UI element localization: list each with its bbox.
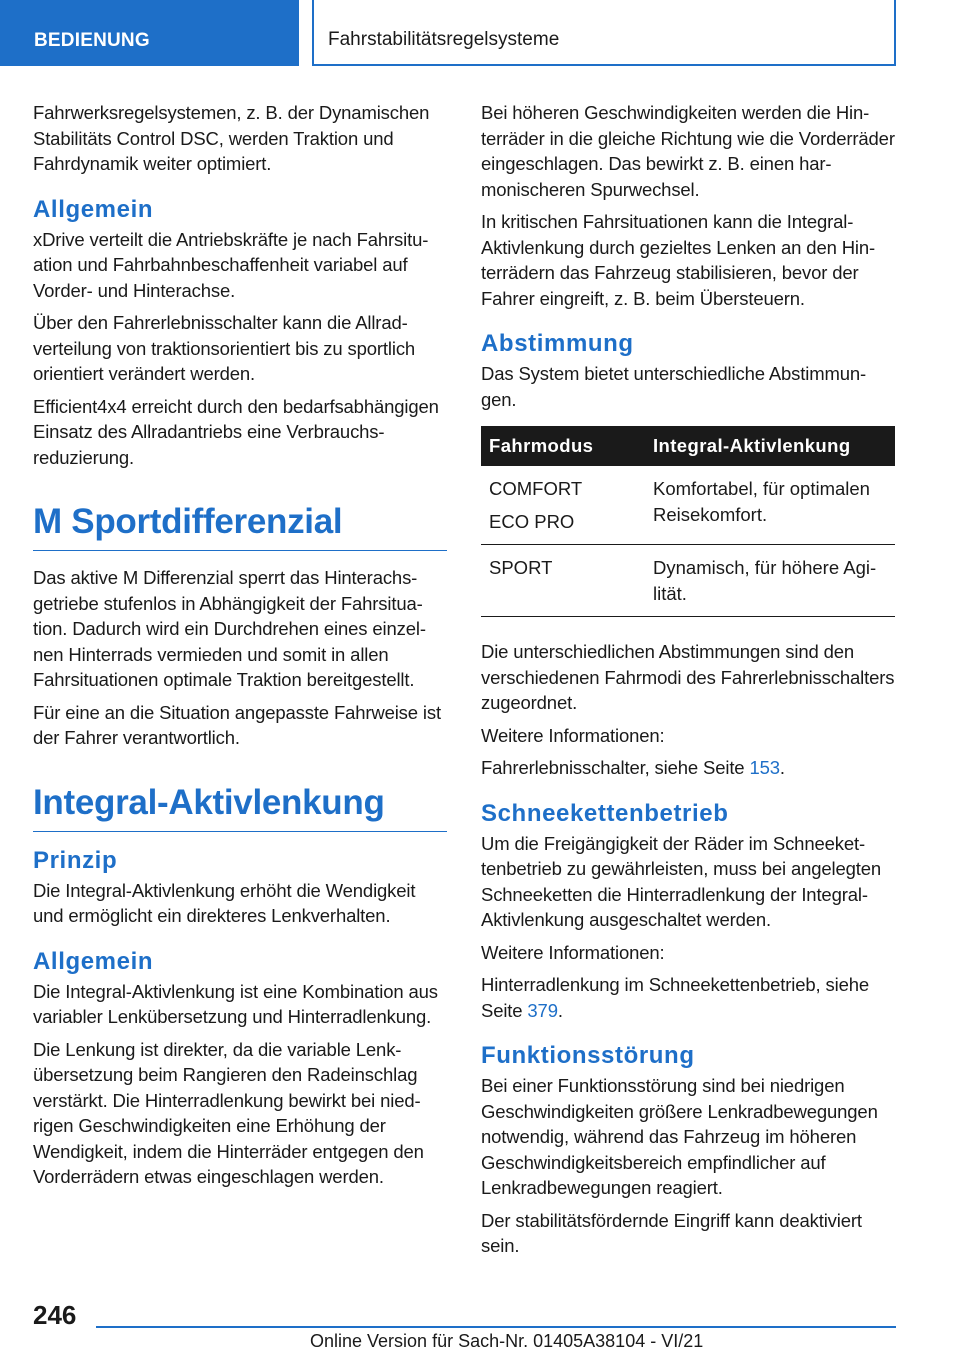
- left-column: [33, 100, 447, 1197]
- table-cell-description: Komfortabel, für optimalen Reisekomfort.: [645, 466, 895, 545]
- right-column: [481, 100, 895, 1266]
- page-header: [0, 0, 960, 66]
- reference-end: .: [779, 757, 785, 778]
- table-cell-mode: [481, 545, 645, 617]
- paragraph: Der stabilitätsfördernde Eingriff kann deaktiviert sein.: [481, 1209, 862, 1256]
- paragraph: Efficient4x4 erreicht durch den bedarfsabhängigen Einsatz des Allradantriebs eine Verbrauchsreduzierung.: [33, 395, 439, 468]
- paragraph: Über den Fahrerlebnisschalter kann die Allradverteilung von traktionsorientiert bis zu sportlich orientiert verändert werden.: [33, 312, 416, 384]
- heading-integral-aktivlenkung: Integral-Aktivlenkung: [33, 781, 447, 832]
- more-info-label: Weitere Informationen:: [481, 724, 665, 746]
- section-tab: BEDIENUNG: [0, 0, 299, 66]
- paragraph: Bei höheren Geschwindigkeiten werden die Hinterräder in die gleiche Richtung wie die Vorderräder eingeschlagen. Das bewirkt z. B. einen harmonischeren Spurwechsel.: [481, 102, 895, 200]
- table-header-row: [481, 426, 895, 466]
- paragraph: Die Lenkung ist direkter, da die variable Lenkübersetzung beim Rangieren den Radeinschlag verstärkt. Die Hinterradlenkung bewirkt bei niedrigen Geschwindigkeiten eine Erhöhung der Wendigkeit, indem die Hinterräder entgegen den Vorderrädern etwas eingeschlagen werden.: [33, 1038, 424, 1187]
- reference-end: .: [557, 999, 563, 1021]
- mode-label: COMFORT: [489, 478, 583, 499]
- driving-mode-table: [481, 426, 895, 617]
- mode-label: ECO PRO: [489, 510, 575, 532]
- page-link-379[interactable]: 379: [527, 999, 558, 1021]
- paragraph: Das aktive M Differenzial sperrt das Hinterachsgetriebe stufenlos in Abhängigkeit der Fahrsituation. Dadurch wird ein Durchdrehen eines einzelnen Hinterrads vermieden und somit in allen Fahrsituationen optimale Traktion bereitgestellt.: [33, 567, 426, 690]
- paragraph: xDrive verteilt die Antriebskräfte je nach Fahrsituation und Fahrbahnbeschaffenheit variabel auf Vorder- und Hinterachse.: [33, 228, 429, 301]
- reference-text: Fahrerlebnisschalter, siehe Seite: [481, 757, 750, 778]
- column-header-integral: Integral-Aktivlenkung: [645, 426, 895, 466]
- intro-paragraph: Fahrwerksregelsystemen, z. B. der Dynamischen Stabilitäts Control DSC, werden Traktion und Fahrdynamik weiter optimiert.: [33, 102, 430, 174]
- table-row: [481, 466, 895, 545]
- reference-text: Hinterradlenkung im Schneekettenbetrieb, siehe Seite: [481, 974, 870, 1021]
- paragraph: Um die Freigängigkeit der Räder im Schneekettenbetrieb zu gewährleisten, muss bei angelegten Schneeketten die Hinterradlenkung der Integral-Aktivlenkung ausgeschaltet werden.: [481, 832, 882, 930]
- table-cell-mode: [481, 466, 645, 545]
- column-header-fahrmodus: Fahrmodus: [481, 426, 645, 466]
- cross-reference: [481, 972, 895, 1023]
- paragraph: Die Integral-Aktivlenkung ist eine Kombination aus variabler Lenkübersetzung und Hinterradlenkung.: [33, 980, 438, 1027]
- heading-allgemein-2: Allgemein: [33, 947, 154, 975]
- heading-abstimmung: Abstimmung: [481, 330, 634, 357]
- footer-divider: [96, 1326, 896, 1328]
- mode-label: SPORT: [489, 557, 553, 578]
- paragraph: Für eine an die Situation angepasste Fahrweise ist der Fahrer verantwortlich.: [33, 701, 441, 748]
- paragraph: Bei einer Funktionsstörung sind bei niedrigen Geschwindigkeiten größere Lenkradbewegungen notwendig, während das Fahrzeug im höheren Geschwindigkeitsbereich empfindlicher auf Lenkradbewegungen reagiert.: [481, 1075, 878, 1198]
- paragraph: Das System bietet unterschiedliche Abstimmungen.: [481, 363, 867, 410]
- page-number: 246: [33, 1300, 77, 1330]
- cross-reference: [481, 755, 895, 781]
- paragraph: Die Integral-Aktivlenkung erhöht die Wendigkeit und ermöglicht ein direkteres Lenkverhalten.: [33, 879, 416, 926]
- heading-schneekettenbetrieb: Schneekettenbetrieb: [481, 799, 729, 827]
- heading-allgemein-1: Allgemein: [33, 195, 154, 223]
- more-info-label: Weitere Informationen:: [481, 941, 665, 963]
- page-link-153[interactable]: 153: [749, 757, 780, 778]
- chapter-title: Fahrstabilitätsregelsysteme: [312, 0, 896, 66]
- paragraph: Die unterschiedlichen Abstimmungen sind den verschiedenen Fahrmodi des Fahrerlebnisschalters zugeordnet.: [481, 641, 895, 713]
- table-row: [481, 545, 895, 617]
- heading-prinzip: Prinzip: [33, 846, 118, 874]
- footer-online-version: Online Version für Sach-Nr. 01405A38104 - VI/21: [310, 1331, 704, 1351]
- paragraph: In kritischen Fahrsituationen kann die Integral-Aktivlenkung durch gezieltes Lenken an den Hinterrädern das Fahrzeug stabilisieren, bevor der Fahrer eingreift, z. B. beim Übersteuern.: [481, 211, 876, 309]
- table-cell-description: Dynamisch, für höhere Agilität.: [645, 545, 895, 617]
- heading-m-sportdifferenzial: M Sportdifferenzial: [33, 500, 447, 551]
- heading-funktionsstoerung: Funktionsstörung: [481, 1042, 695, 1069]
